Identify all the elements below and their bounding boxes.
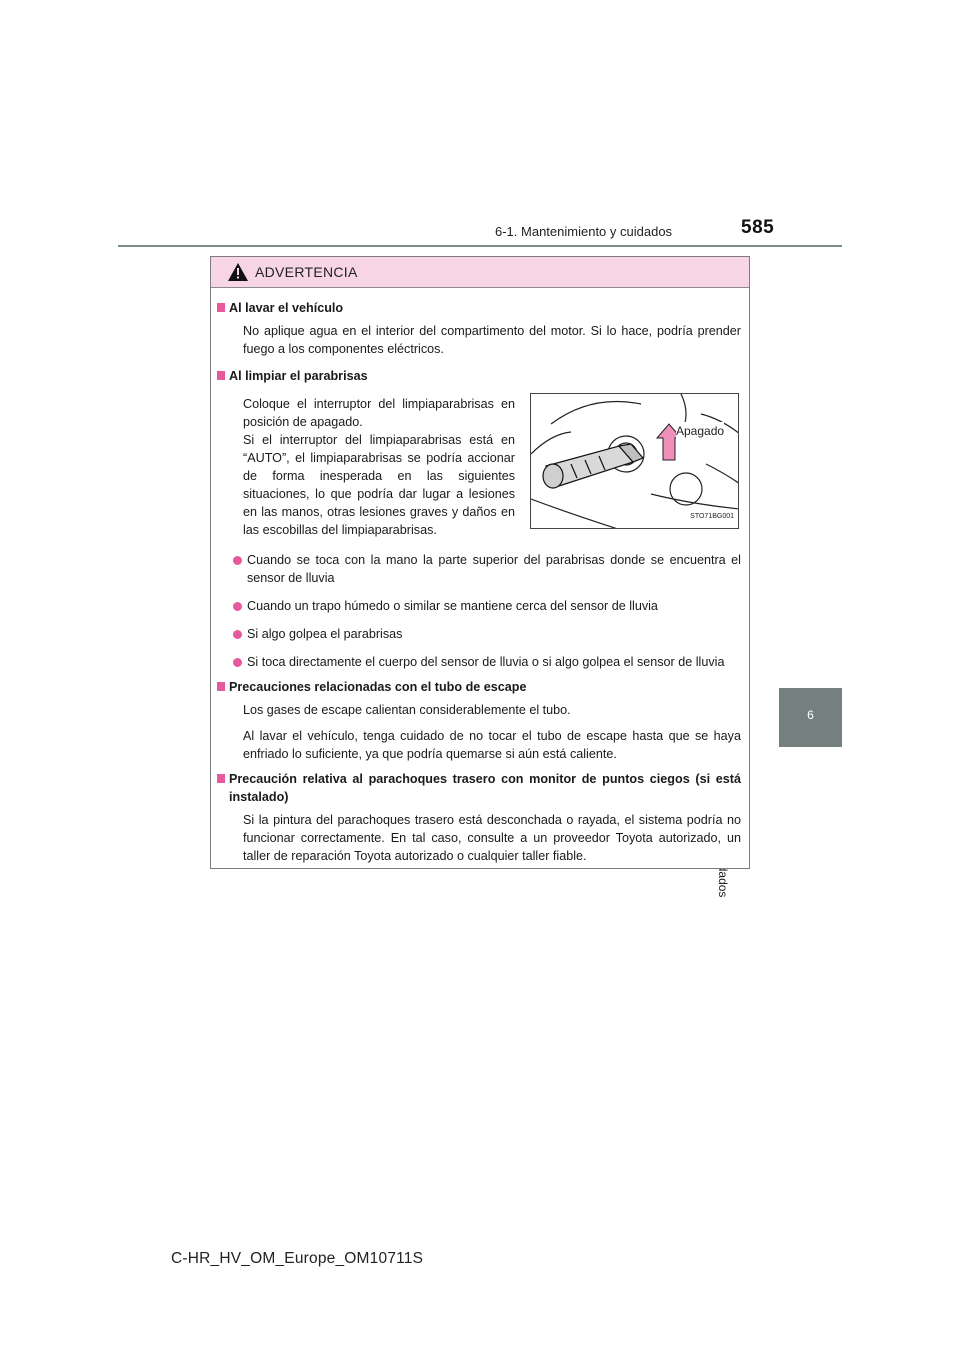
document-code: C-HR_HV_OM_Europe_OM10711S bbox=[171, 1250, 424, 1267]
warning-content bbox=[211, 288, 749, 865]
warning-title: ADVERTENCIA bbox=[255, 264, 358, 280]
square-bullet-icon bbox=[217, 303, 225, 312]
windshield-text-line: Coloque el interruptor del limpiaparabrisas en posición de apagado. bbox=[243, 397, 515, 429]
bullet-text: Cuando se toca con la mano la parte superior del parabrisas donde se encuentra el sensor de lluvia bbox=[247, 553, 741, 585]
list-item bbox=[217, 625, 741, 643]
exhaust-text: Al lavar el vehículo, tenga cuidado de no tocar el tubo de escape hasta que se haya enfriado lo suficiente, ya que podría quemarse si aún está caliente. bbox=[243, 729, 741, 761]
round-bullet-icon bbox=[233, 658, 242, 667]
heading-text: Precaución relativa al parachoques trasero con monitor de puntos ciegos (si está instalado) bbox=[229, 772, 741, 804]
section-heading-bumper bbox=[217, 770, 741, 806]
chapter-tab[interactable] bbox=[779, 688, 842, 747]
heading-text: Precauciones relacionadas con el tubo de escape bbox=[229, 680, 527, 694]
round-bullet-icon bbox=[233, 630, 242, 639]
warning-triangle-icon bbox=[228, 263, 248, 281]
bullet-text: Si algo golpea el parabrisas bbox=[247, 627, 403, 641]
bullet-text: Cuando un trapo húmedo o similar se mantiene cerca del sensor de lluvia bbox=[247, 599, 658, 613]
list-item bbox=[217, 653, 741, 671]
windshield-text bbox=[243, 395, 515, 539]
wiper-switch-figure bbox=[530, 393, 739, 529]
section-heading-windshield bbox=[217, 367, 741, 385]
exhaust-text: Los gases de escape calientan considerablemente el tubo. bbox=[243, 703, 571, 717]
figure-code: STO71BG001 bbox=[690, 513, 734, 520]
list-item bbox=[217, 551, 741, 587]
wash-text: No aplique agua en el interior del compartimento del motor. Si lo hace, podría prender fuego a los componentes eléctricos. bbox=[243, 324, 741, 356]
page-number: 585 bbox=[741, 217, 775, 238]
windshield-row bbox=[217, 389, 741, 549]
warning-header bbox=[211, 257, 749, 288]
chapter-side-label bbox=[790, 758, 806, 908]
square-bullet-icon bbox=[217, 774, 225, 783]
header-section-title: 6-1. Mantenimiento y cuidados bbox=[495, 224, 673, 239]
section-heading-wash bbox=[217, 299, 741, 317]
bumper-text: Si la pintura del parachoques trasero está desconchada o rayada, el sistema podría no funcionar correctamente. En tal caso, consulte a un proveedor Toyota autorizado, un taller de reparación Toyota autorizado o cualquier taller fiable. bbox=[243, 813, 741, 863]
chapter-number: 6 bbox=[807, 708, 814, 722]
bullet-text: Si toca directamente el cuerpo del sensor de lluvia o si algo golpea el sensor de lluvia bbox=[247, 655, 725, 669]
header-rule bbox=[118, 245, 842, 247]
round-bullet-icon bbox=[233, 556, 242, 565]
warning-box bbox=[210, 256, 750, 869]
section-heading-exhaust bbox=[217, 678, 741, 696]
heading-text: Al lavar el vehículo bbox=[229, 301, 344, 315]
windshield-text-line: Si el interruptor del limpiaparabrisas está en “AUTO”, el limpiaparabrisas se podría accionar de forma inesperada en las siguientes situaciones, lo que podría dar lugar a lesiones en las manos, otras lesiones graves y daños en las escobillas del limpiaparabrisas. bbox=[243, 433, 515, 537]
square-bullet-icon bbox=[217, 371, 225, 380]
figure-label-off: Apagado bbox=[676, 424, 725, 438]
list-item bbox=[217, 597, 741, 615]
round-bullet-icon bbox=[233, 602, 242, 611]
heading-text: Al limpiar el parabrisas bbox=[229, 369, 368, 383]
square-bullet-icon bbox=[217, 682, 225, 691]
